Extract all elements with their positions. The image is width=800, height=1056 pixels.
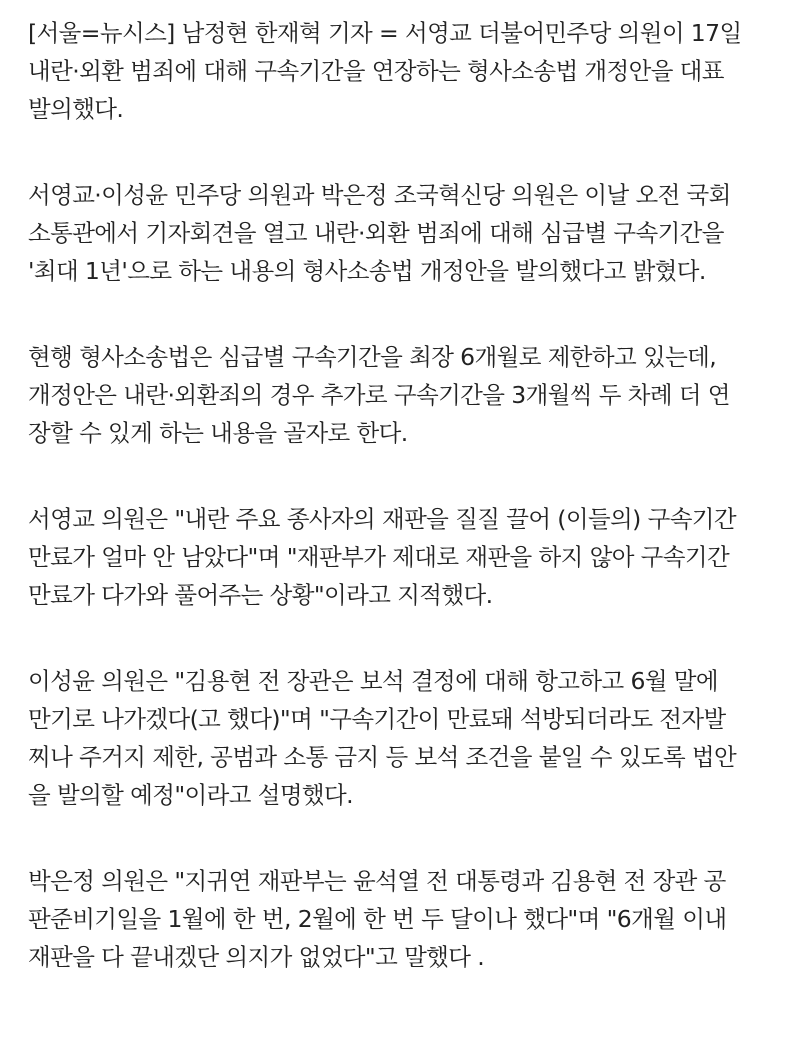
paragraph-2 — [28, 176, 780, 290]
text-line: 서영교·이성윤 민주당 의원과 박은정 조국혁신당 의원은 이날 오전 국회 — [28, 181, 731, 209]
text-line: 을 발의할 예정"이라고 설명했다. — [28, 781, 354, 809]
text-line: 소통관에서 기자회견을 열고 내란·외환 범죄에 대해 심급별 구속기간을 — [28, 219, 724, 247]
text-line: '최대 1년'으로 하는 내용의 형사소송법 개정안을 발의했다고 밝혔다. — [28, 257, 706, 285]
paragraph-6 — [28, 862, 780, 976]
text-line: 내란·외환 범죄에 대해 구속기간을 연장하는 형사소송법 개정안을 대표 — [28, 57, 724, 85]
text-line: 만료가 다가와 풀어주는 상황"이라고 지적했다. — [28, 581, 493, 609]
text-line: 박은정 의원은 "지귀연 재판부는 윤석열 전 대통령과 김용현 전 장관 공 — [28, 867, 726, 895]
text-line: 찌나 주거지 제한, 공범과 소통 금지 등 보석 조건을 붙일 수 있도록 법안 — [28, 743, 737, 771]
text-line: 서영교 의원은 "내란 주요 종사자의 재판을 질질 끌어 (이들의) 구속기간 — [28, 505, 737, 533]
paragraph-3 — [28, 338, 780, 452]
text-line: 현행 형사소송법은 심급별 구속기간을 최장 6개월로 제한하고 있는데, — [28, 343, 717, 371]
text-line: 발의했다. — [28, 95, 124, 123]
text-line: 장할 수 있게 하는 내용을 골자로 한다. — [28, 419, 408, 447]
text-line: 개정안은 내란·외환죄의 경우 추가로 구속기간을 3개월씩 두 차례 더 연 — [28, 381, 730, 409]
text-line: 만료가 얼마 안 남았다"며 "재판부가 제대로 재판을 하지 않아 구속기간 — [28, 543, 730, 571]
text-line: 재판을 다 끝내겠단 의지가 없었다"고 말했다 . — [28, 943, 485, 971]
text-line: 판준비기일을 1월에 한 번, 2월에 한 번 두 달이나 했다"며 "6개월 이내 — [28, 905, 727, 933]
paragraph-5 — [28, 662, 780, 814]
paragraph-4 — [28, 500, 780, 614]
text-line: 만기로 나가겠다(고 했다)"며 "구속기간이 만료돼 석방되더라도 전자발 — [28, 705, 726, 733]
text-line: [서울=뉴시스] 남정현 한재혁 기자 = 서영교 더불어민주당 의원이 17일 — [28, 19, 742, 47]
paragraph-1 — [28, 14, 780, 128]
article-body — [28, 14, 780, 1024]
text-line: 이성윤 의원은 "김용현 전 장관은 보석 결정에 대해 항고하고 6월 말에 — [28, 667, 718, 695]
